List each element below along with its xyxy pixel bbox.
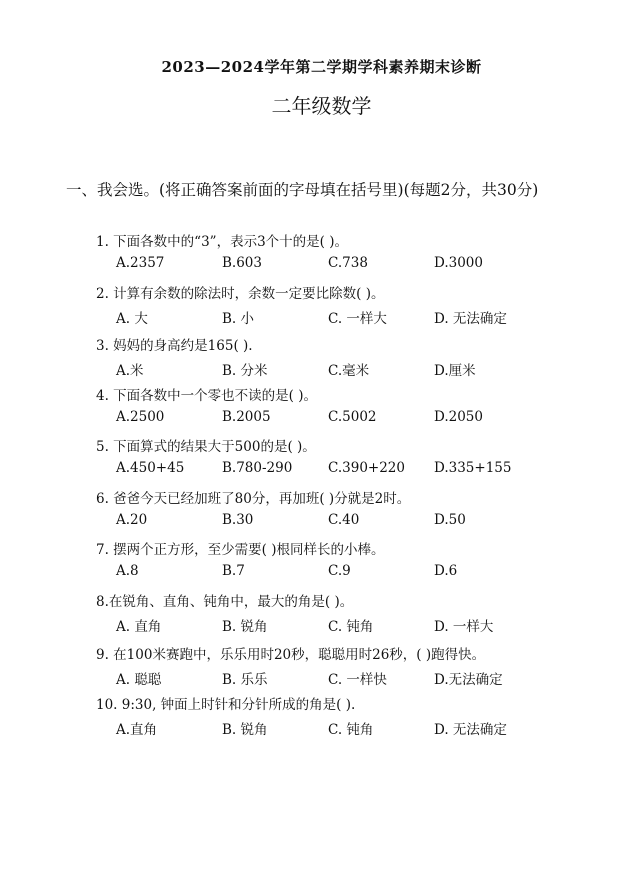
option-d: D. 一样大 xyxy=(434,619,494,635)
option-b: B. 锐角 xyxy=(222,722,268,738)
option-c: C.5002 xyxy=(328,409,377,425)
option-c: C. 钝角 xyxy=(328,722,374,738)
question-2: 2. 计算有余数的除法时，余数一定要比除数( )。 xyxy=(96,286,385,302)
option-d: D. 无法确定 xyxy=(434,722,507,738)
option-d: D.335+155 xyxy=(434,460,512,476)
question-6: 6. 爸爸今天已经加班了80分，再加班( )分就是2时。 xyxy=(96,491,411,507)
question-1: 1. 下面各数中的“3”，表示3个十的是( )。 xyxy=(96,234,348,250)
option-c: C.毫米 xyxy=(328,363,370,379)
option-a: A. 聪聪 xyxy=(116,672,162,688)
option-c: C.9 xyxy=(328,563,351,579)
option-b: B. 分米 xyxy=(222,363,268,379)
question-8: 8.在锐角、直角、钝角中，最大的角是( )。 xyxy=(96,594,354,610)
question-7: 7. 摆两个正方形，至少需要( )根同样长的小棒。 xyxy=(96,542,385,558)
option-a: A.2357 xyxy=(116,255,165,271)
option-a: A.2500 xyxy=(116,409,165,425)
option-c: C. 钝角 xyxy=(328,619,374,635)
question-3: 3. 妈妈的身高约是165( ). xyxy=(96,338,253,354)
option-d: D.无法确定 xyxy=(434,672,503,688)
option-b: B. 锐角 xyxy=(222,619,268,635)
option-a: A.450+45 xyxy=(116,460,185,476)
option-d: D. 无法确定 xyxy=(434,311,507,327)
option-d: D.3000 xyxy=(434,255,483,271)
question-9: 9. 在100米赛跑中，乐乐用时20秒，聪聪用时26秒，( )跑得快。 xyxy=(96,647,486,663)
option-a: A.20 xyxy=(116,512,148,528)
question-4: 4. 下面各数中一个零也不读的是( )。 xyxy=(96,388,317,404)
option-d: D.50 xyxy=(434,512,466,528)
option-b: B.780-290 xyxy=(222,460,293,476)
option-a: A. 直角 xyxy=(116,619,162,635)
subject-subtitle: 二年级数学 xyxy=(271,94,372,118)
option-b: B.30 xyxy=(222,512,254,528)
option-c: C.738 xyxy=(328,255,368,271)
option-b: B. 乐乐 xyxy=(222,672,268,688)
question-10: 10. 9:30, 钟面上时针和分针所成的角是( ). xyxy=(96,697,356,713)
option-c: C.390+220 xyxy=(328,460,405,476)
option-d: D.2050 xyxy=(434,409,483,425)
option-a: A.直角 xyxy=(116,722,158,738)
option-a: A. 大 xyxy=(116,311,148,327)
option-d: D.6 xyxy=(434,563,458,579)
option-b: B.603 xyxy=(222,255,262,271)
option-c: C. 一样快 xyxy=(328,672,387,688)
option-c: C.40 xyxy=(328,512,360,528)
option-b: B.2005 xyxy=(222,409,271,425)
option-c: C. 一样大 xyxy=(328,311,387,327)
option-a: A.米 xyxy=(116,363,144,379)
option-b: B.7 xyxy=(222,563,245,579)
option-d: D.厘米 xyxy=(434,363,476,379)
section-heading: 一、我会选。(将正确答案前面的字母填在括号里)(每题2分，共30分) xyxy=(66,181,539,199)
question-5: 5. 下面算式的结果大于500的是( )。 xyxy=(96,439,316,455)
exam-title: 2023—2024学年第二学期学科素养期末诊断 xyxy=(161,58,482,76)
option-b: B. 小 xyxy=(222,311,255,327)
option-a: A.8 xyxy=(116,563,139,579)
